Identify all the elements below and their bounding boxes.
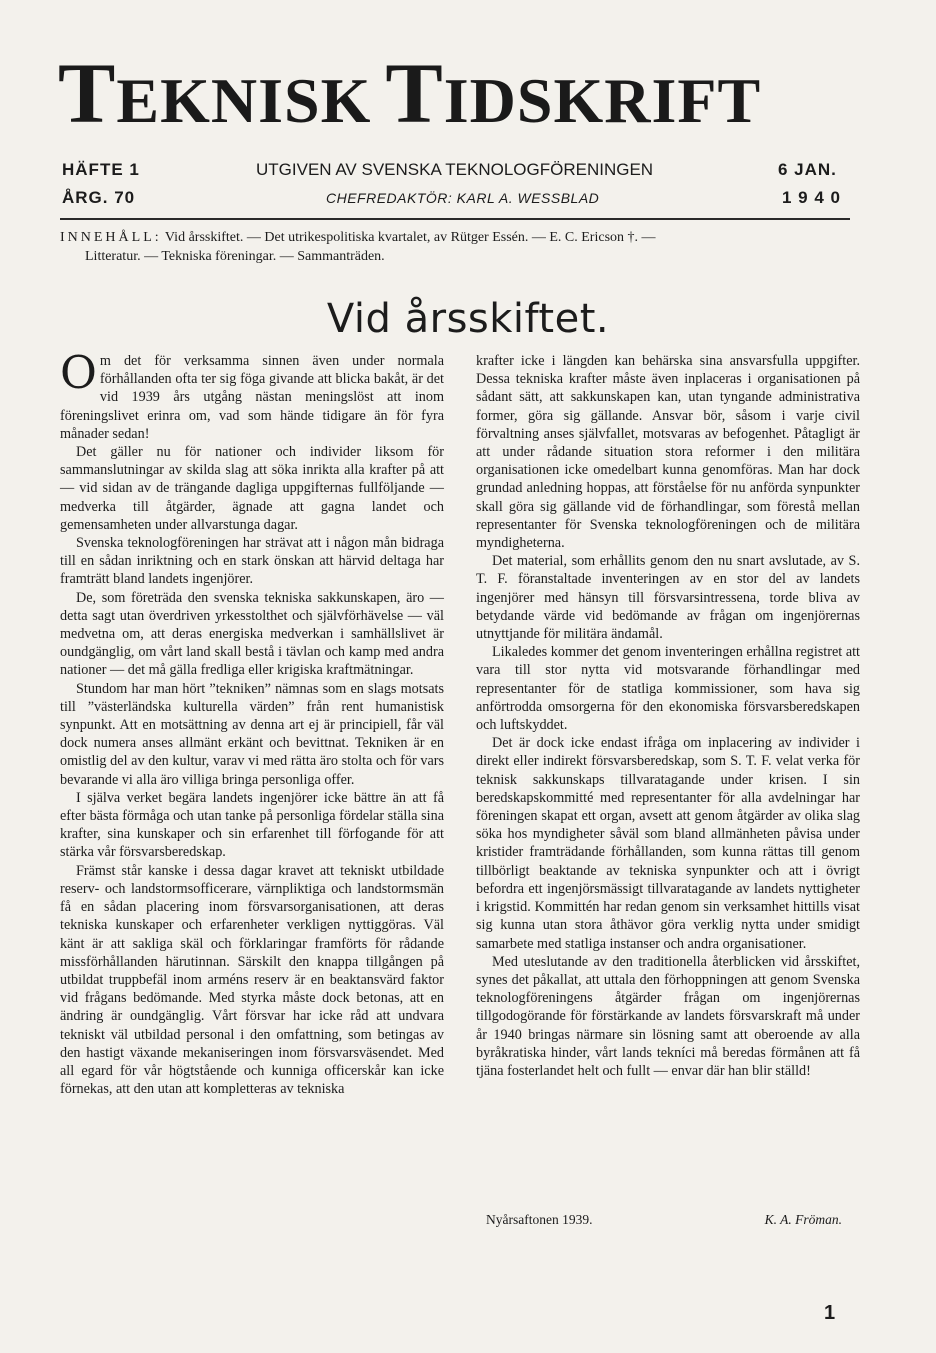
article-paragraph: Med uteslutande av den traditionella återblicken vid årsskiftet, synes det påkallat, att uttala den förhoppningen att genom Svenska teknologföreningens åtgärder frågan om ingenjörernas tillgodogörande för förstärkande av landets försvarskraft må under år 1940 bringas närmare sin lösning samt att oberoende av alla byråkratiska hinder, vårt lands tekníci må beredas förmånen att få tjäna fosterlandet helt och fullt — envar där han blir ställd! [476, 953, 860, 1079]
issue-label: HÄFTE 1 [62, 160, 140, 179]
article-paragraph: Det gäller nu för nationer och individer liksom för sammanslutningar av skilda slag att söka inrikta alla krafter på att — vid sidan av de trängande dagliga uppgifternas fullföljande — medverka till åtgärder, ägnade att gagna landet och gemensamheten under allvarstunga dagar. [60, 444, 444, 533]
masthead-word-teknisk: TEKNISK [58, 45, 372, 141]
signature-place-date: Nyårsaftonen 1939. [486, 1212, 593, 1227]
header-rule [60, 218, 850, 220]
article-column-right [476, 352, 860, 1080]
issue-year: 1 9 4 0 [782, 188, 841, 207]
article-paragraph: Det är dock icke endast ifråga om inplacering av individer i direkt eller indirekt försvarsberedskap, som S. T. F. velat verka för teknisk sakkunskaps tillvaratagande under krisen. I sin beredskapskommitté med representanter för alla avdelningar har föreningen skapat ett organ, avsett att genom åtgärder av olika slag söka hos myndigheter såväl som bland allmänheten påvisa under kristider framträdande förhållanden, som kunna rättas till genom tillbörligt beaktande av tekniska synpunkter och att i övrigt befordra ett ingenjörsmässigt tillvaratagande av landets nyttigheter i krigstid. Kommittén har redan genom sin verksamhet hittills visat sig kunna utan stora åthävor göra verklig nytta under smidigt samarbete med statliga instanser och andra organisationer. [476, 735, 860, 952]
article-paragraph: I själva verket begära landets ingenjörer icke bättre än att få efter bästa förmåga och utan tanke på personliga fördelar ställa sina krafter, sina kunskaper och sin erfarenhet till förfogande för att stärka vår försvarsberedskap. [60, 789, 444, 861]
table-of-contents [60, 228, 860, 266]
contents-label: INNEHÅLL: [60, 230, 162, 245]
article-column-left [60, 346, 444, 1098]
article-paragraph: Det material, som erhållits genom den nu snart avslutade, av S. T. F. föranstaltade inventeringen av en stor del av landets ingenjörer med hänsyn till försvarsintressena, torde bliva av betydande värde vid bedömande av frågan om ingenjörernas utnyttjande för militära ändamål. [476, 553, 860, 643]
masthead-word-tidskrift: TIDSKRIFT [385, 45, 762, 141]
signature-author: K. A. Fröman. [764, 1212, 842, 1227]
issue-date: 6 JAN. [778, 160, 837, 179]
article-title: Vid årsskiftet. [326, 296, 610, 342]
article-paragraph: Främst står kanske i dessa dagar kravet att tekniskt utbildade reserv- och landstormsofficerare, värnpliktiga och landstormsmän få en sådan placering inom försvarsorganisationen, att deras tekniska kunskaper och erfarenheter verkligen nyttiggöras. Väl känt är att sakliga skäl och förklaringar framförts för rådande missförhållanden härutinnan. Särskilt den knappa tillgången på utbildat truppbefäl inom arméns reserv är en beaktansvärd faktor vid frågans bedömande. Med styrka måste dock betonas, att en ändring är oundgänglig. Vårt försvar har icke råd att undvara tekniskt väl utbildad personal i den omfattning, som betingas av den hastigt växande mekaniseringen inom försvarsväsendet. Med all egard för vår högtstående och kunniga officerskår kan icke förnekas, att den utan att kompletteras av tekniska [60, 862, 444, 1098]
editor-line: CHEFREDAKTÖR: KARL A. WESSBLAD [326, 190, 600, 206]
article-paragraph: Svenska teknologföreningen har strävat att i någon mån bidraga till en sådan inriktning och en stark önskan att härvid deltaga har framträtt bland landets ingenjörer. [60, 535, 444, 588]
article-paragraph: Om det för verksamma sinnen även under normala förhållanden ofta ter sig föga givande att blicka bakåt, är det vid 1939 års utgång nästan meningslöst att inom föreningslivet erinra om, vad som hände tidigare än för fyra månader sedan! [60, 346, 444, 442]
masthead-title [58, 45, 858, 141]
article-paragraph: Stundom har man hört ”tekniken” nämnas som en slags motsats till ”västerländska kulturella värden” från rent humanistisk synpunkt. Att en motsättning av denna art ej är principiell, får väl dock numera anses allmänt erkänt och bevittnat. Tekniken är en omistlig del av den kultur, varav vi med rätta äro stolta och för vars bevarande vi alla äro villiga bringa personliga offer. [60, 680, 444, 788]
drop-cap: O [60, 346, 97, 399]
contents-line-1 [60, 228, 860, 247]
article-paragraph: De, som företräda den svenska tekniska sakkunskapen, äro — detta sagt utan överdriven yrkesstolthet och självförhävelse — väl medvetna om, att deras energiska medverkan i samhällslivet är oundgänglig, om vårt land skall bestå i tävlan och kamp med andra nationer — det må gälla fredliga eller krigiska kraftmätningar. [60, 589, 444, 679]
publisher-line: UTGIVEN AV SVENSKA TEKNOLOGFÖRENINGEN [256, 160, 654, 179]
article-paragraph: Likaledes kommer det genom inventeringen erhållna registret att vara till stor nytta vid motsvarande förhandlingar med representanter för de statliga kommissioner, som hava sig anförtrodda omsorgerna för den ekonomiska försvarsberedskapen och luftskyddet. [476, 644, 860, 734]
contents-items-2: Litteratur. — Tekniska föreningar. — Sammanträden. [85, 249, 385, 264]
year-volume-label: ÅRG. 70 [62, 188, 136, 207]
contents-items-1: Vid årsskiftet. — Det utrikespolitiska kvartalet, av Rütger Essén. — E. C. Ericson †. — [161, 230, 656, 245]
article-paragraph: krafter icke i längden kan behärska sina ansvarsfulla uppgifter. Dessa tekniska krafter måste även inplaceras i organisationen på sådant sätt, att sakkunskapen kan, utan tyngande administrativa former, göra sig gällande. Ansvar bör, såsom i varje civil förvaltning anses självfallet, motsvaras av befogenhet. Påtagligt är att under rådande situation stora reformer i den militära organisationen icke omedelbart kunna genomföras. Man har dock grundad anledning hoppas, att förståelse för nu anförda synpunkter skall göra sig gällande vid de förhandlingar, som förestå mellan representanter för Svenska teknologföreningen och de militära myndigheterna. [476, 353, 860, 552]
page-number: 1 [824, 1302, 836, 1324]
